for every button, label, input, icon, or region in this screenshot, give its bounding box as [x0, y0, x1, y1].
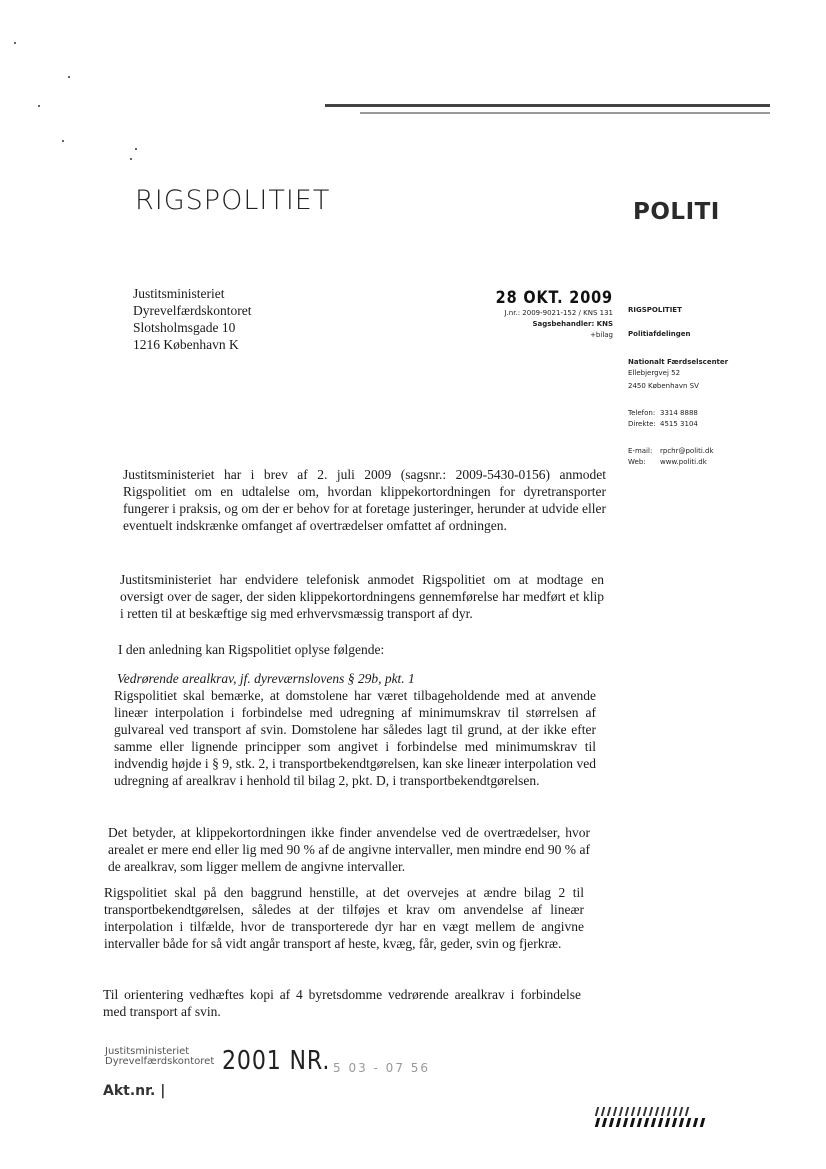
politi-logo: POLITI [633, 199, 720, 225]
scan-speck [38, 105, 40, 107]
reference-block [475, 288, 613, 341]
sender-department: Politiafdelingen [628, 330, 691, 338]
akt-number: Akt.nr. | [103, 1083, 166, 1099]
sender-city: 2450 København SV [628, 382, 699, 390]
web-label: Web: [628, 458, 646, 466]
scan-speck [68, 76, 70, 78]
recipient-address [133, 285, 251, 353]
paragraph-2: Justitsministeriet har endvidere telefonisk anmodet Rigspolitiet om at modtage en oversigt over de sager, der siden klippekortordningens gennemførelse har medført et klip i retten til at beskæftige sig med erhvervsmæssig transport af dyr. [120, 572, 604, 621]
paragraph-6: Rigspolitiet skal på den baggrund henstille, at det overvejes at ændre bilag 2 til transportbekendtgørelsen, således at der tilføjes et krav om anvendelse af lineær interpolation i tilfælde, hvor de transporterede dyr har en vægt mellem de angivne intervaller både for så vidt angår transport af heste, kvæg, får, geder, svin og fjerkræ. [104, 885, 584, 951]
paragraph-1: Justitsministeriet har i brev af 2. juli 2009 (sagsnr.: 2009-5430-0156) anmodet Rigspolitiet om en udtalelse om, hvordan klippekortordningen for dyretransporter fungerer i praksis, og om der er behov for at foretage justeringer, herunder at udvide eller eventuelt indskrænke omfanget af overtrædelser omfattet af ordningen. [123, 467, 606, 533]
paragraph-7: Til orientering vedhæftes kopi af 4 byretsdomme vedrørende arealkrav i forbindelse med transport af svin. [103, 987, 581, 1019]
letterhead-title: RIGSPOLITIET [135, 185, 331, 216]
stamp-number: 2001 NR. [222, 1046, 331, 1076]
scan-speck [130, 158, 132, 160]
stamp-faded-number: 5 03 - 07 56 [333, 1061, 431, 1075]
recipient-line: 1216 København K [133, 337, 239, 352]
direct-value: 4515 3104 [660, 420, 698, 428]
recipient-line: Justitsministeriet [133, 286, 225, 301]
phone-value: 3314 8888 [660, 409, 698, 417]
section-heading: Vedrørende arealkrav, jf. dyreværnslovens § 29b, pkt. 1 [117, 671, 415, 686]
sender-street: Ellebjergvej 52 [628, 369, 681, 377]
sender-center: Nationalt Færdselscenter [628, 358, 729, 366]
scan-speck [14, 42, 16, 44]
scan-line-artifact [360, 112, 770, 114]
receipt-stamp [105, 1047, 214, 1067]
email-label: E-mail: [628, 447, 653, 455]
direct-label: Direkte: [628, 420, 656, 428]
barcode [596, 1107, 704, 1127]
scan-speck [62, 140, 64, 142]
sender-phone-row [628, 408, 698, 419]
attachment-note: +bilag [590, 331, 613, 339]
stamp-line-2: Dyrevelfærdskontoret [105, 1056, 215, 1067]
case-handler: Sagsbehandler: KNS [532, 320, 613, 328]
paragraph-4: Rigspolitiet skal bemærke, at domstolene har været tilbageholdende med at anvende lineær interpolation i forbindelse med udregning af minimumskrav til størrelsen af gulvareal ved transport af svin. Domstolene har således lagt til grund, at der ikke efter samme eller lignende principper som angivet i forbindelse med minimumskrav til indvendig højde i § 9, stk. 2, i transportbekendtgørelsen, kan ske lineær interpolation ved udregning af arealkrav i henhold til bilag 2, pkt. D, i transportbekendtgørelsen. [114, 688, 596, 788]
phone-label: Telefon: [628, 409, 656, 417]
date-stamp: 28 OKT. 2009 [495, 288, 613, 308]
recipient-line: Dyrevelfærdskontoret [133, 303, 252, 318]
stamp-line-1: Justitsministeriet [105, 1046, 190, 1057]
sender-name: RIGSPOLITIET [628, 306, 682, 314]
sender-email-row [628, 446, 714, 457]
scan-line-artifact [325, 104, 770, 107]
web-value[interactable]: www.politi.dk [660, 458, 707, 466]
recipient-line: Slotsholmsgade 10 [133, 320, 236, 335]
journal-number: J.nr.: 2009-9021-152 / KNS 131 [504, 309, 613, 317]
paragraph-3: I den anledning kan Rigspolitiet oplyse følgende: [118, 642, 385, 657]
sender-web-row [628, 457, 707, 468]
scan-speck [135, 148, 137, 150]
sender-direct-row [628, 419, 698, 430]
paragraph-5: Det betyder, at klippekortordningen ikke finder anvendelse ved de overtrædelser, hvor arealet er mere end eller lig med 90 % af de angivne intervaller, men mindre end 90 % af de arealkrav, som ligger mellem de angivne intervaller. [108, 825, 590, 874]
email-value[interactable]: rpchr@politi.dk [660, 447, 714, 455]
